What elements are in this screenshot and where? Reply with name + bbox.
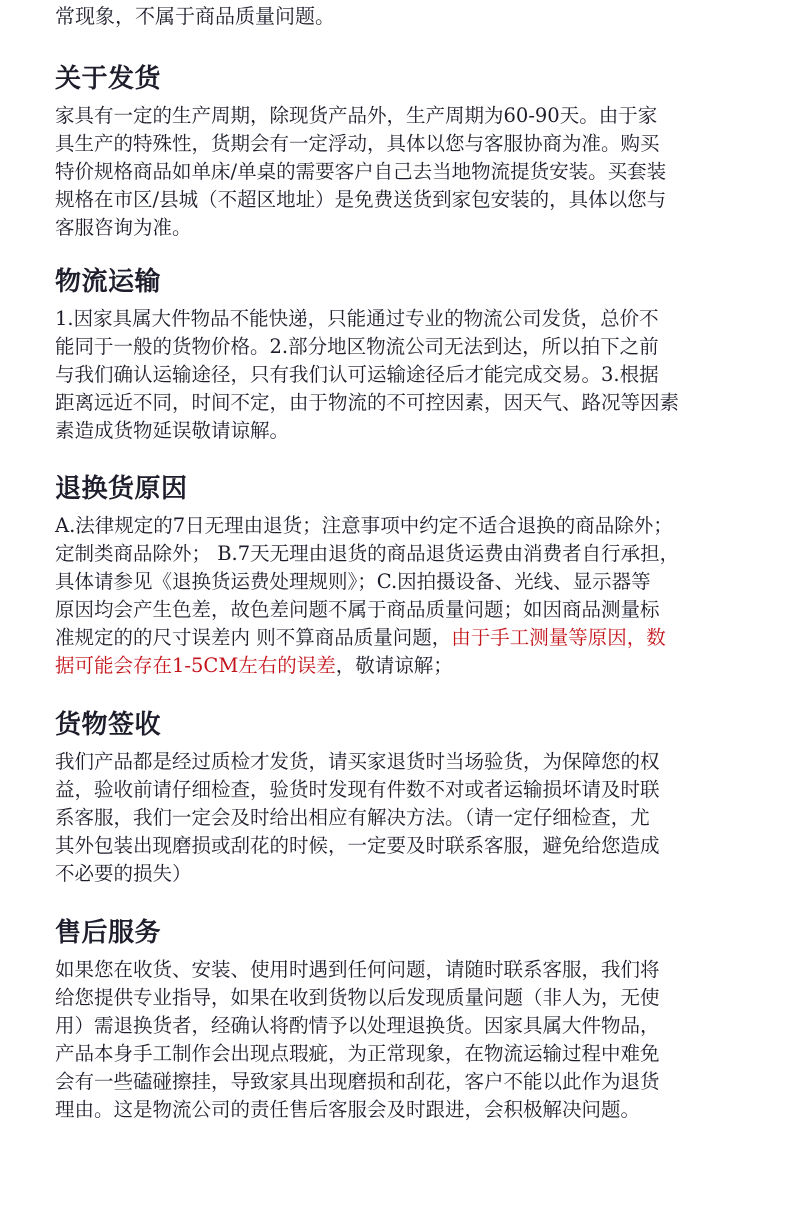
body-line: 给您提供专业指导，如果在收到货物以后发现质量问题（非人为，无使 bbox=[55, 986, 660, 1009]
body-line: 能同于一般的货物价格。2.部分地区物流公司无法到达，所以拍下之前 bbox=[55, 335, 659, 358]
body-line: 家具有一定的生产周期，除现货产品外，生产周期为60-90天。由于家 bbox=[55, 104, 658, 127]
body-line: 1.因家具属大件物品不能快递，只能通过专业的物流公司发货，总价不 bbox=[55, 307, 659, 330]
section-body-returns bbox=[55, 512, 745, 680]
body-line: 益，验收前请仔细检查，验货时发现有件数不对或者运输损坏请及时联 bbox=[55, 778, 660, 801]
body-line: 规格在市区/县城（不超区地址）是免费送货到家包安装的，具体以您与 bbox=[55, 188, 667, 211]
body-line: 会有一些磕碰擦挂，导致家具出现磨损和刮花，客户不能以此作为退货 bbox=[55, 1070, 660, 1093]
body-line: 不必要的损失） bbox=[55, 862, 192, 885]
section-returns bbox=[55, 472, 745, 680]
body-text: 准规定的的尺寸误差内 则不算商品质量问题， bbox=[55, 626, 452, 649]
measurement-notice-text: 据可能会存在1-5CM左右的误差 bbox=[55, 654, 336, 677]
body-line: 具体请参见《退换货运费处理规则》；C.因拍摄设备、光线、显示器等 bbox=[55, 570, 651, 593]
section-title-logistics: 物流运输 bbox=[55, 267, 162, 297]
body-line: 系客服，我们一定会及时给出相应有解决方法。（请一定仔细检查，尤 bbox=[55, 806, 650, 829]
body-line: 具生产的特殊性，货期会有一定浮动，具体以您与客服协商为准。购买 bbox=[55, 132, 660, 155]
body-line: 理由。这是物流公司的责任售后客服会及时跟进，会积极解决问题。 bbox=[55, 1098, 641, 1121]
section-body-after-sales bbox=[55, 956, 745, 1124]
section-after-sales bbox=[55, 916, 745, 1124]
body-line-mixed bbox=[55, 652, 745, 680]
body-line: 距离远近不同，时间不定，由于物流的不可控因素，因天气、路况等因素 bbox=[55, 391, 680, 414]
body-line: 特价规格商品如单床/单桌的需要客户自己去当地物流提货安装。买套装 bbox=[55, 160, 667, 183]
body-line: 用）需退换货者，经确认将酌情予以处理退换货。因家具属大件物品， bbox=[55, 1014, 660, 1037]
body-line: 原因均会产生色差，故色差问题不属于商品质量问题；如因商品测量标 bbox=[55, 598, 660, 621]
section-receipt bbox=[55, 708, 745, 888]
body-line-mixed bbox=[55, 624, 745, 652]
section-body-shipping bbox=[55, 102, 745, 242]
section-title-shipping: 关于发货 bbox=[55, 64, 162, 94]
body-text: ，敬请谅解； bbox=[335, 654, 453, 677]
measurement-notice-text: 由于手工测量等原因，数 bbox=[451, 626, 666, 649]
section-title-returns: 退换货原因 bbox=[55, 474, 188, 504]
body-line: A.法律规定的7日无理由退货；注意事项中约定不适合退换的商品除外； bbox=[55, 514, 673, 537]
body-line: 如果您在收货、安装、使用时遇到任何问题，请随时联系客服，我们将 bbox=[55, 958, 660, 981]
body-line: 我们产品都是经过质检才发货，请买家退货时当场验货，为保障您的权 bbox=[55, 750, 660, 773]
body-line: 客服咨询为准。 bbox=[55, 216, 192, 239]
section-body-receipt bbox=[55, 748, 745, 888]
body-line: 其外包装出现磨损或刮花的时候，一定要及时联系客服，避免给您造成 bbox=[55, 834, 660, 857]
body-line: 定制类商品除外； B.7天无理由退货的商品退货运费由消费者自行承担， bbox=[55, 542, 680, 565]
lead-text: 常现象，不属于商品质量问题。 bbox=[55, 4, 335, 28]
section-shipping bbox=[55, 62, 745, 242]
section-body-logistics bbox=[55, 305, 745, 445]
section-logistics bbox=[55, 265, 745, 445]
body-line: 产品本身手工制作会出现点瑕疵，为正常现象，在物流运输过程中难免 bbox=[55, 1042, 660, 1065]
section-title-after-sales: 售后服务 bbox=[55, 918, 162, 948]
body-line: 与我们确认运输途径，只有我们认可运输途径后才能完成交易。3.根据 bbox=[55, 363, 659, 386]
section-title-receipt: 货物签收 bbox=[55, 710, 162, 740]
body-line: 素造成货物延误敬请谅解。 bbox=[55, 419, 290, 442]
